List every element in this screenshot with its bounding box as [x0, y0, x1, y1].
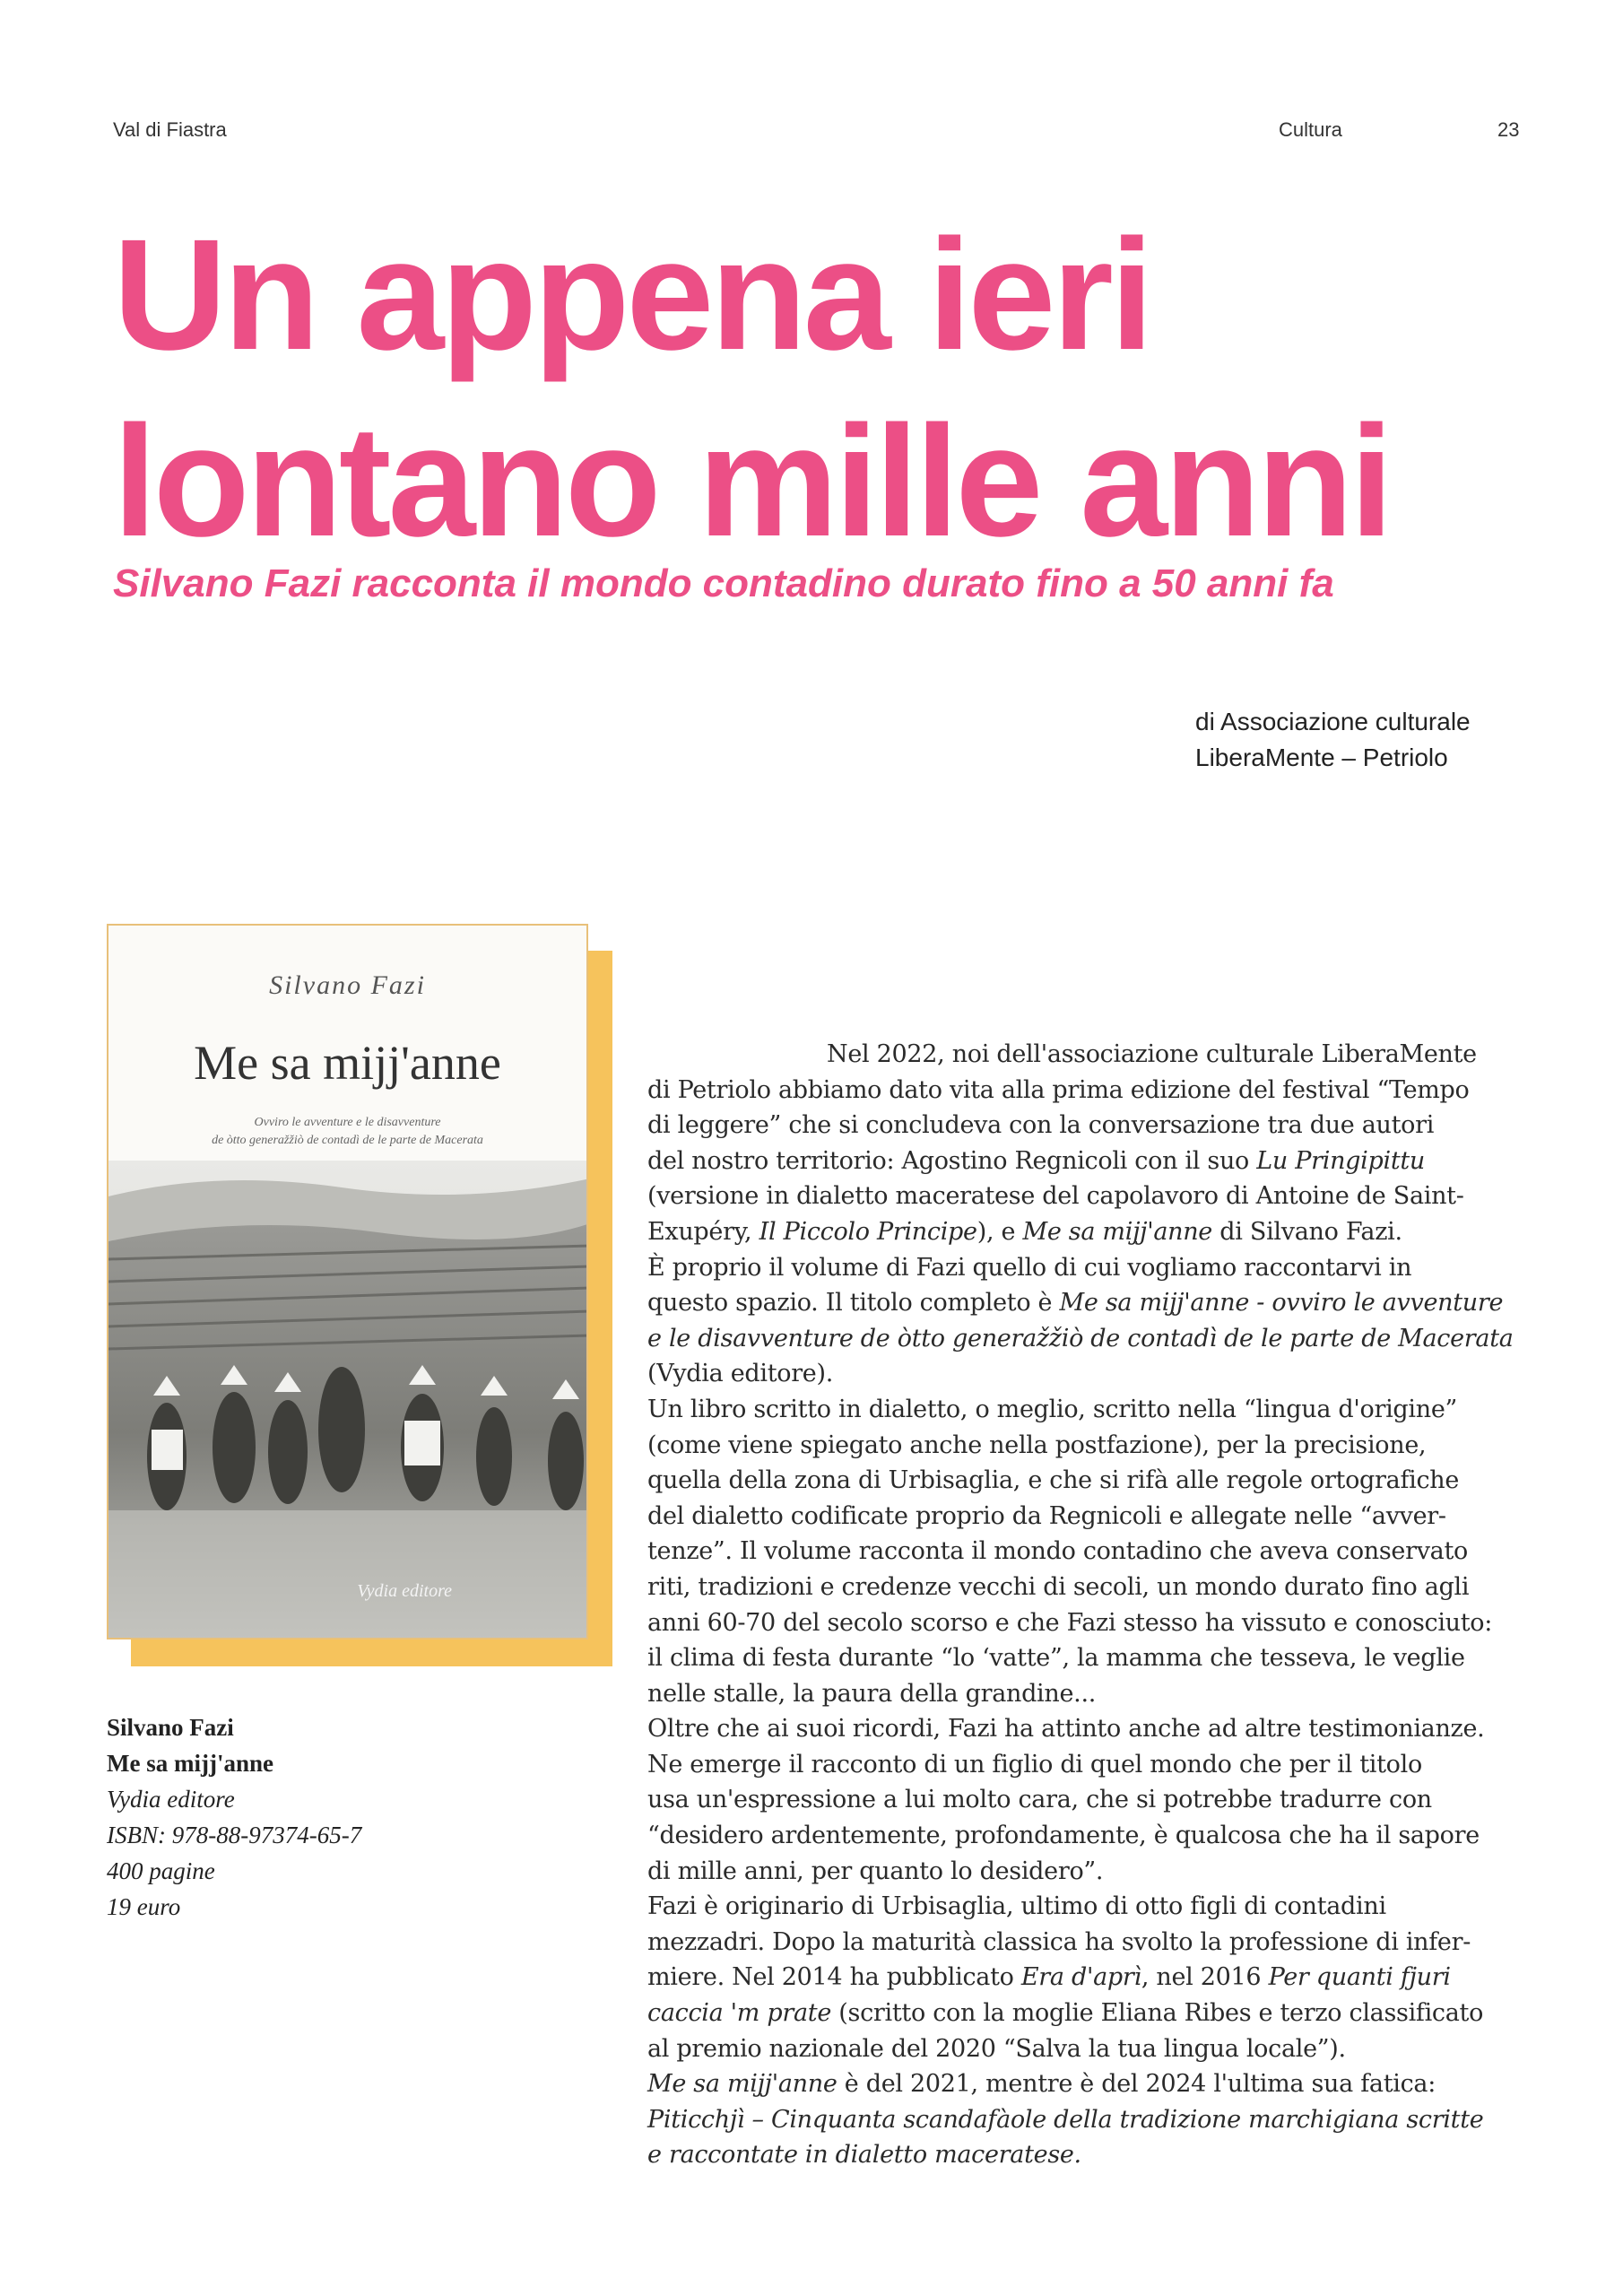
- section-name: Val di Fiastra: [113, 118, 227, 141]
- article-line: anni 60-70 del secolo scorso e che Fazi stesso ha vissuto e conosciuto:: [647, 1608, 1493, 1637]
- article-headline: [113, 202, 1390, 575]
- article-line: (Vydia editore).: [647, 1360, 833, 1388]
- article-line: [647, 1960, 1508, 1996]
- text-run: (scritto con la moglie Eliana Ribes e terzo classificato: [831, 1999, 1484, 2028]
- book-info-author: Silvano Fazi: [107, 1714, 234, 1741]
- book-title-run: Era d'aprì: [1020, 1963, 1141, 1992]
- book-title-run: Me sa mijj'anne: [1022, 1217, 1212, 1246]
- byline-line-2: LiberaMente – Petriolo: [1195, 744, 1448, 771]
- book-title-run: Me sa mijj'anne - ovviro le avventure: [1059, 1289, 1504, 1318]
- book-info: [107, 1709, 361, 1925]
- headline-line-1: Un appena ieri: [113, 207, 1150, 383]
- book-info-title: Me sa mijj'anne: [107, 1750, 273, 1777]
- book-title-run: Per quanti fjuri: [1268, 1963, 1451, 1992]
- article-line: [647, 1214, 1508, 1250]
- article-line: “desidero ardentemente, profondamente, è qualcosa che ha il sapore: [647, 1822, 1480, 1850]
- cover-publisher-logo: Vydia editore: [357, 1581, 452, 1601]
- harvest-photo: [108, 1161, 588, 1639]
- article-line: nelle stalle, la paura della grandine...: [647, 1679, 1097, 1708]
- book-cover: [107, 924, 588, 1639]
- article-line: Fazi è originario di Urbisaglia, ultimo di otto figli di contadini: [647, 1892, 1386, 1921]
- book-title-run: Lu Pringipittu: [1256, 1146, 1426, 1175]
- page-number: 23: [1497, 118, 1520, 141]
- article-line: tenze”. Il volume racconta il mondo contadino che aveva conservato: [647, 1537, 1468, 1566]
- cover-author: Silvano Fazi: [269, 970, 426, 1000]
- headline-line-2: lontano mille anni: [113, 394, 1391, 570]
- book-info-pages: 400 pagine: [107, 1857, 215, 1884]
- text-run: di Silvano Fazi.: [1212, 1217, 1402, 1246]
- article-line: (versione in dialetto maceratese del capolavoro di Antoine de Saint-: [647, 1182, 1464, 1211]
- article-line: [647, 2066, 1508, 2102]
- article-line: Un libro scritto in dialetto, o meglio, scritto nella “lingua d'origine”: [647, 1395, 1458, 1423]
- book-title-run: Il Piccolo Principe: [759, 1217, 977, 1246]
- article-body: [647, 1037, 1514, 2173]
- article-line: quella della zona di Urbisaglia, e che si rifà alle regole ortografiche: [647, 1466, 1460, 1495]
- category-label: Cultura: [1279, 118, 1342, 141]
- text-run: miere. Nel 2014 ha pubblicato: [647, 1963, 1021, 1992]
- cover-subtitle: [144, 1114, 551, 1150]
- byline-line-1: di Associazione culturale: [1195, 708, 1471, 735]
- article-line: di Petriolo abbiamo dato vita alla prima edizione del festival “Tempo: [647, 1075, 1470, 1104]
- cover-title: Me sa mijj'anne: [194, 1036, 501, 1090]
- article-line: e raccontate in dialetto maceratese.: [647, 2141, 1081, 2170]
- text-run: del nostro territorio: Agostino Regnicoli con il suo: [647, 1146, 1257, 1175]
- article-line: mezzadri. Dopo la maturità classica ha svolto la professione di infer-: [647, 1927, 1471, 1956]
- text-run: è del 2021, mentre è del 2024 l'ultima sua fatica:: [837, 2070, 1436, 2099]
- article-line: È proprio il volume di Fazi quello di cui vogliamo raccontarvi in: [647, 1253, 1412, 1282]
- book-title-run: Me sa mijj'anne: [647, 2070, 838, 2099]
- article-line: di mille anni, per quanto lo desidero”.: [647, 1857, 1104, 1885]
- article-line: Piticchjì – Cinquanta scandafàole della tradizione marchigiana scritte: [647, 2105, 1484, 2134]
- article-subtitle: Silvano Fazi racconta il mondo contadino durato fino a 50 anni fa: [113, 561, 1334, 605]
- article-line: del dialetto codificate proprio da Regnicoli e allegate nelle “avver-: [647, 1501, 1446, 1530]
- text-run: , nel 2016: [1141, 1963, 1269, 1992]
- text-run: Exupéry,: [647, 1217, 759, 1246]
- article-line: e le disavventure de òtto generažžiò de contadì de le parte de Macerata: [647, 1324, 1514, 1352]
- text-run: ), e: [976, 1217, 1023, 1246]
- article-line: [647, 1996, 1508, 2031]
- article-line: il clima di festa durante “lo ‘vatte”, la mamma che tesseva, le veglie: [647, 1644, 1465, 1673]
- cover-subtitle-line-1: Ovviro le avventure e le disavventure: [254, 1116, 441, 1129]
- text-run: questo spazio. Il titolo completo è: [647, 1289, 1060, 1318]
- article-line: [647, 1285, 1508, 1321]
- article-line: Ne emerge il racconto di un figlio di quel mondo che per il titolo: [647, 1750, 1422, 1779]
- article-line: riti, tradizioni e credenze vecchi di secoli, un mondo durato fino agli: [647, 1572, 1470, 1601]
- article-line: [647, 1144, 1508, 1179]
- article-line: Oltre che ai suoi ricordi, Fazi ha attinto anche ad altre testimonianze.: [647, 1715, 1485, 1744]
- book-title-run: caccia 'm prate: [647, 1999, 832, 2028]
- article-line: usa un'espressione a lui molto cara, che si potrebbe tradurre con: [647, 1786, 1432, 1814]
- book-info-isbn: ISBN: 978-88-97374-65-7: [107, 1822, 362, 1848]
- byline: [1195, 704, 1471, 776]
- cover-subtitle-line-2: de òtto generažžiò de contadì de le parte de Macerata: [212, 1134, 483, 1147]
- book-info-price: 19 euro: [107, 1893, 181, 1920]
- article-line: (come viene spiegato anche nella postfazione), per la precisione,: [647, 1431, 1427, 1459]
- article-line: di leggere” che si concludeva con la conversazione tra due autori: [647, 1111, 1435, 1140]
- article-line: al premio nazionale del 2020 “Salva la tua lingua locale”).: [647, 2034, 1346, 2063]
- article-line: Nel 2022, noi dell'associazione culturale LiberaMente: [827, 1040, 1477, 1068]
- book-info-publisher: Vydia editore: [107, 1786, 235, 1813]
